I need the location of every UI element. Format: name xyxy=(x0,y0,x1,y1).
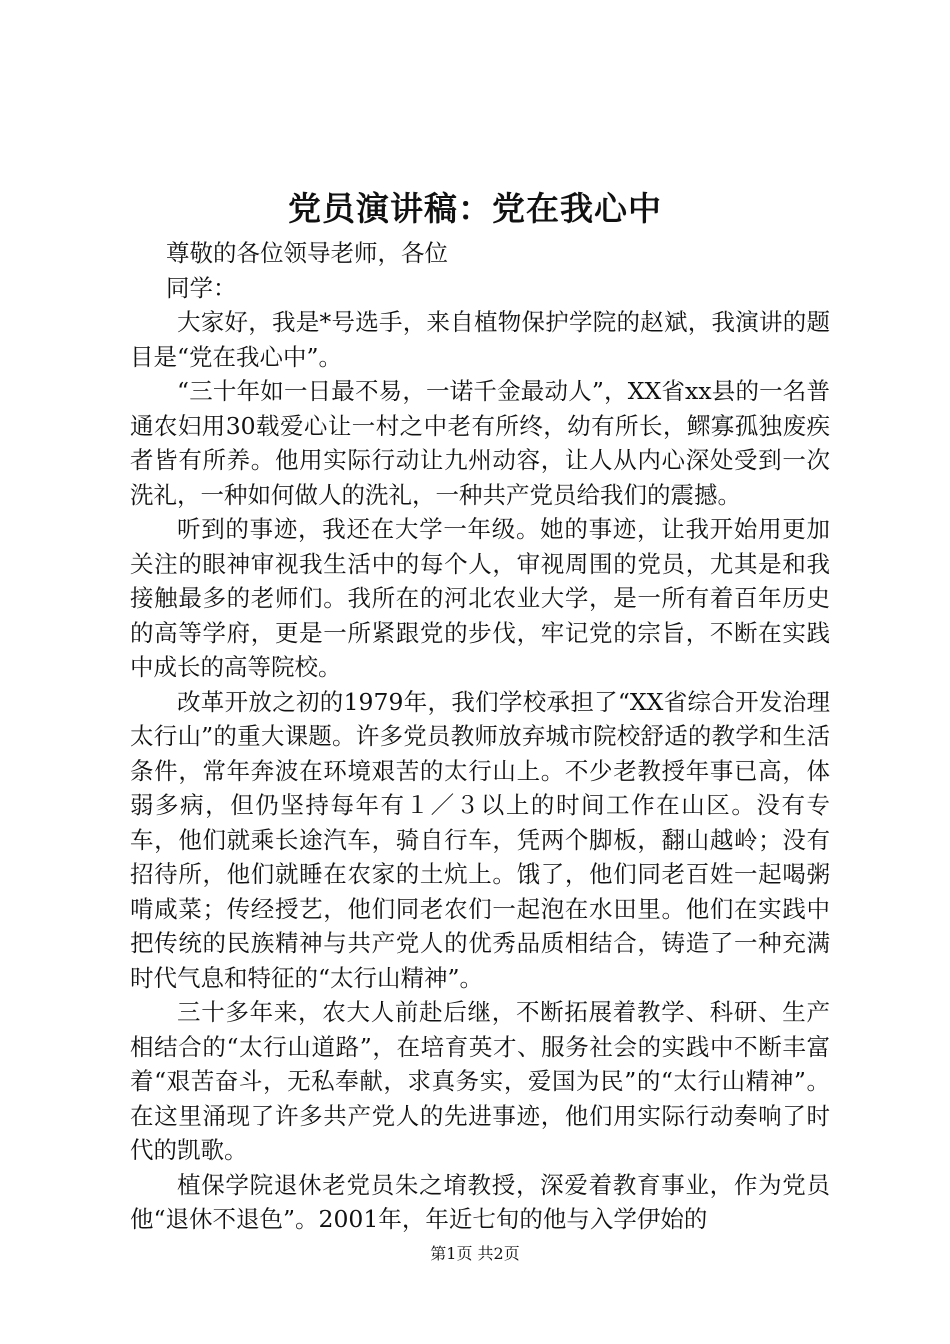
paragraph: 听到的事迹，我还在大学一年级。她的事迹，让我开始用更加关注的眼神审视我生活中的每个人，审视周围的党员，尤其是和我接触最多的老师们。我所在的河北农业大学，是一所有着百年历史的高等学府，更是一所紧跟党的步伐，牢记党的宗旨，不断在实践中成长的高等院校。 xyxy=(130,515,830,681)
paragraph: 大家好，我是*号选手，来自植物保护学院的赵斌，我演讲的题目是“党在我心中”。 xyxy=(130,308,830,371)
greeting-line: 同学： xyxy=(166,273,237,302)
greeting-line: 尊敬的各位领导老师，各位 xyxy=(166,239,448,267)
document-body xyxy=(130,236,830,1237)
paragraph: 三十多年来，农大人前赴后继，不断拓展着教学、科研、生产相结合的“太行山道路”，在培育英才、服务社会的实践中不断丰富着“艰苦奋斗，无私奉献，求真务实，爱国为民”的“太行山精神”。在这里涌现了许多共产党人的先进事迹，他们用实际行动奏响了时代的凯歌。 xyxy=(130,998,830,1164)
paragraph: 改革开放之初的1979年，我们学校承担了“XX省综合开发治理太行山”的重大课题。许多党员教师放弃城市院校舒适的教学和生活条件，常年奔波在环境艰苦的太行山上。不少老教授年事已高，体弱多病，但仍坚持每年有１／３以上的时间工作在山区。没有专车，他们就乘长途汽车，骑自行车，凭两个脚板，翻山越岭；没有招待所，他们就睡在农家的土炕上。饿了，他们同老百姓一起喝粥啃咸菜；传经授艺，他们同老农们一起泡在水田里。他们在实践中把传统的民族精神与共产党人的优秀品质相结合，铸造了一种充满时代气息和特征的“太行山精神”。 xyxy=(130,687,830,992)
paragraph: 植保学院退休老党员朱之堉教授，深爱着教育事业，作为党员他“退休不退色”。2001年，年近七旬的他与入学伊始的 xyxy=(130,1170,830,1233)
document-title: 党员演讲稿：党在我心中 xyxy=(288,189,662,228)
paragraph: “三十年如一日最不易，一诺千金最动人”，XX省xx县的一名普通农妇用30载爱心让一村之中老有所终，幼有所长，鳏寡孤独废疾者皆有所养。他用实际行动让九州动容，让人从内心深处受到一次洗礼，一种如何做人的洗礼，一种共产党员给我们的震撼。 xyxy=(130,377,830,509)
page-footer: 第1页 共2页 xyxy=(430,1244,520,1263)
